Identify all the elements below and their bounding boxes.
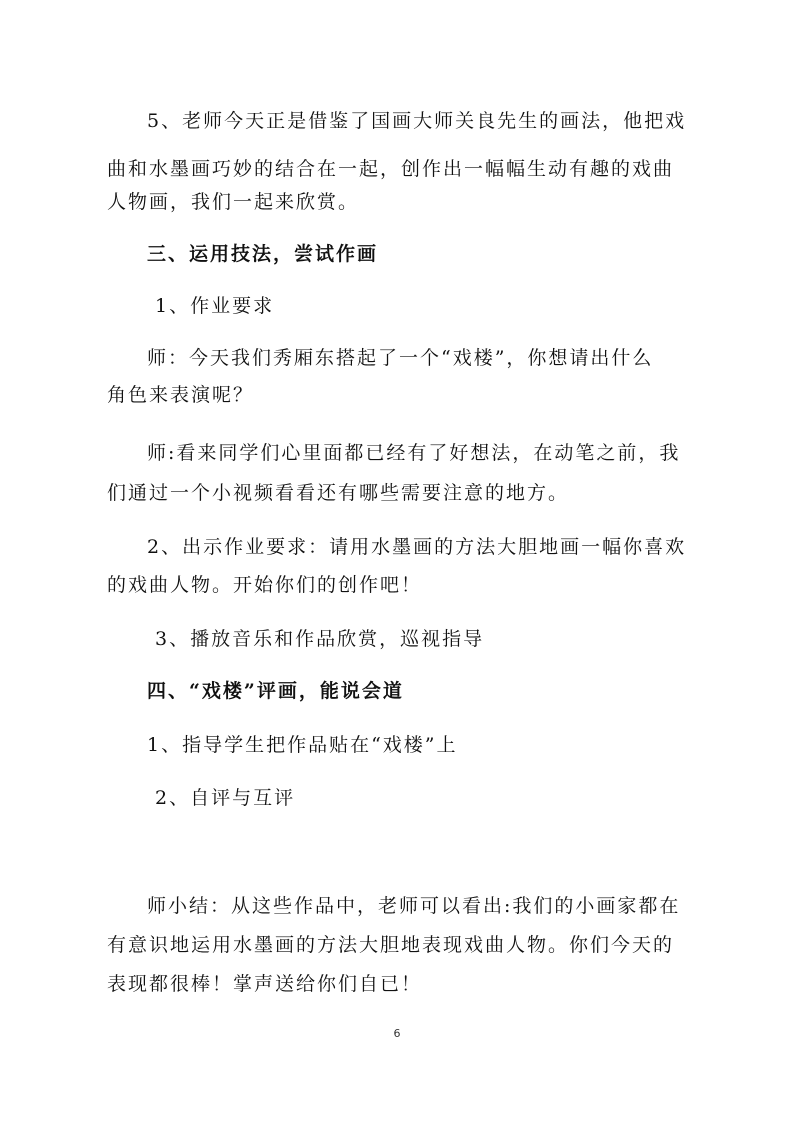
evaluation-line: 2、自评与互评 bbox=[155, 787, 296, 809]
page-number: 6 bbox=[393, 1027, 401, 1040]
paragraph-5-line-2: 曲和水墨画巧妙的结合在一起，创作出一幅幅生动有趣的戏曲 bbox=[107, 158, 675, 180]
teacher-line-1: 师：今天我们秀厢东搭起了一个“戏楼”，你想请出什么 bbox=[147, 347, 654, 369]
assignment-line-1: 2、出示作业要求：请用水墨画的方法大胆地画一幅你喜欢 bbox=[147, 536, 687, 558]
section-heading-4: 四、“戏楼”评画，能说会道 bbox=[147, 680, 404, 702]
teacher-line-3: 师:看来同学们心里面都已经有了好想法，在动笔之前，我 bbox=[147, 442, 681, 464]
summary-line-2: 有意识地运用水墨画的方法大胆地表现戏曲人物。你们今天的 bbox=[107, 934, 675, 956]
assignment-line-2: 的戏曲人物。开始你们的创作吧！ bbox=[107, 574, 423, 596]
summary-line-1: 师小结：从这些作品中，老师可以看出:我们的小画家都在 bbox=[147, 895, 681, 917]
teacher-line-4: 们通过一个小视频看看还有哪些需要注意的地方。 bbox=[107, 482, 570, 504]
subheading-assignment-requirements: 1、作业要求 bbox=[155, 295, 275, 317]
section-heading-3: 三、运用技法，尝试作画 bbox=[147, 243, 379, 265]
summary-line-3: 表现都很棒！掌声送给你们自已！ bbox=[107, 973, 423, 995]
paragraph-5-line-1: 5、老师今天正是借鉴了国画大师关良先生的画法，他把戏 bbox=[147, 110, 687, 132]
paragraph-5-line-3: 人物画，我们一起来欣赏。 bbox=[107, 191, 360, 213]
teacher-line-2: 角色来表演呢？ bbox=[107, 384, 255, 406]
guidance-line: 1、指导学生把作品贴在“戏楼”上 bbox=[147, 734, 458, 756]
music-appreciation-line: 3、播放音乐和作品欣赏，巡视指导 bbox=[155, 628, 485, 650]
